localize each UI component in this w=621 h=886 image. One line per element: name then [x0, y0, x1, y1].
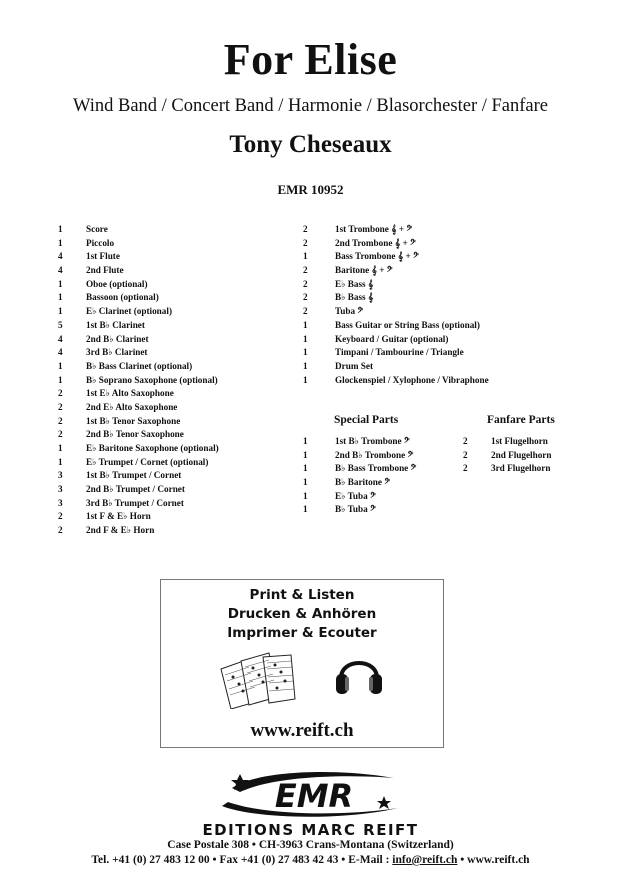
publisher-address: Case Postale 308 • CH-3963 Crans-Montana (Switzerland) — [167, 839, 454, 851]
part-name: 2nd Trombone 𝄞 + 𝄢 — [335, 237, 416, 248]
part-quantity: 1 — [58, 237, 63, 248]
part-row — [58, 469, 298, 483]
part-name: 1st Flute — [86, 251, 120, 262]
emr-logo-text: EMR — [274, 777, 354, 815]
part-quantity: 1 — [58, 374, 63, 385]
website-link[interactable]: www.reift.ch — [250, 720, 354, 741]
part-row — [58, 333, 298, 347]
part-row — [58, 387, 298, 401]
part-row — [58, 497, 298, 511]
part-row — [58, 278, 298, 292]
part-quantity: 2 — [303, 237, 308, 248]
part-name: 2nd B♭ Trombone 𝄢 — [335, 449, 414, 460]
part-name: Glockenspiel / Xylophone / Vibraphone — [335, 374, 489, 385]
promo-line-print-listen: Print & Listen — [249, 587, 355, 603]
part-row — [303, 223, 563, 237]
part-quantity: 2 — [303, 265, 308, 276]
part-quantity: 1 — [303, 360, 308, 371]
part-name: Bass Guitar or String Bass (optional) — [335, 319, 480, 330]
part-row — [58, 374, 298, 388]
part-quantity: 2 — [58, 525, 63, 536]
part-quantity: 2 — [58, 511, 63, 522]
part-name: Bass Trombone 𝄞 + 𝄢 — [335, 251, 419, 262]
part-row — [303, 346, 563, 360]
part-quantity: 3 — [58, 484, 63, 495]
page-title: For Elise — [223, 35, 398, 84]
part-name: E♭ Tuba 𝄢 — [335, 490, 376, 501]
part-name: 1st B♭ Trumpet / Cornet — [86, 470, 182, 481]
part-name: B♭ Bass 𝄞 — [335, 292, 374, 303]
music-sheets-icon — [219, 651, 297, 709]
email-link[interactable]: info@reift.ch — [392, 854, 458, 866]
part-row — [58, 360, 298, 374]
part-quantity: 1 — [303, 347, 308, 358]
fanfare-parts-heading: Fanfare Parts — [487, 414, 555, 426]
part-quantity: 2 — [463, 436, 468, 446]
part-name: B♭ Baritone 𝄢 — [335, 477, 391, 488]
publisher-name: EDITIONS MARC REIFT — [202, 821, 419, 839]
part-name: Tuba 𝄢 — [335, 306, 364, 317]
part-name: 1st B♭ Tenor Saxophone — [86, 415, 181, 426]
special-parts-list — [303, 435, 463, 517]
part-quantity: 1 — [58, 443, 63, 453]
part-quantity: 5 — [58, 319, 63, 330]
part-name: 3rd Flugelhorn — [491, 463, 551, 474]
part-name: E♭ Trumpet / Cornet (optional) — [86, 456, 209, 467]
part-row — [303, 360, 563, 374]
part-quantity: 1 — [58, 224, 63, 234]
part-quantity: 2 — [58, 429, 63, 440]
part-name: 2nd Flute — [86, 265, 124, 276]
part-quantity: 1 — [303, 319, 308, 330]
part-quantity: 2 — [463, 449, 468, 460]
part-name: 1st B♭ Trombone 𝄢 — [335, 436, 410, 446]
part-row — [303, 476, 463, 490]
part-row — [303, 278, 563, 292]
part-name: Drum Set — [335, 360, 374, 371]
part-name: 2nd F & E♭ Horn — [86, 525, 155, 536]
parts-list-right — [303, 223, 563, 387]
part-quantity: 1 — [303, 436, 308, 446]
part-name: 3rd B♭ Trumpet / Cornet — [86, 497, 184, 508]
part-row — [303, 333, 563, 347]
part-name: Oboe (optional) — [86, 278, 148, 289]
part-quantity: 1 — [58, 360, 63, 371]
print-listen-box — [160, 579, 444, 748]
part-name: B♭ Soprano Saxophone (optional) — [86, 374, 218, 385]
contact-phone-fax: Tel. +41 (0) 27 483 12 00 • Fax +41 (0) 27 483 42 43 • E-Mail : — [91, 854, 393, 866]
part-row — [303, 462, 463, 476]
part-quantity: 2 — [303, 292, 308, 303]
part-quantity: 1 — [303, 374, 308, 385]
part-quantity: 2 — [58, 388, 63, 399]
part-quantity: 1 — [303, 463, 308, 474]
part-row — [58, 305, 298, 319]
part-quantity: 2 — [58, 415, 63, 426]
part-name: 1st Flugelhorn — [491, 436, 548, 446]
part-row — [58, 510, 298, 524]
part-name: E♭ Bass 𝄞 — [335, 278, 374, 289]
special-parts-heading: Special Parts — [334, 414, 399, 426]
part-row — [303, 319, 563, 333]
part-quantity: 1 — [303, 449, 308, 460]
part-quantity: 1 — [58, 292, 63, 303]
part-row — [303, 264, 563, 278]
part-quantity: 1 — [303, 251, 308, 262]
catalog-number: EMR 10952 — [277, 182, 344, 197]
part-quantity: 2 — [58, 401, 63, 412]
part-row — [58, 483, 298, 497]
headphones-icon — [333, 648, 385, 698]
part-row — [58, 442, 298, 456]
part-row — [58, 250, 298, 264]
part-row — [58, 415, 298, 429]
part-name: 2nd B♭ Tenor Saxophone — [86, 429, 184, 440]
part-row — [303, 250, 563, 264]
fanfare-parts-list — [463, 435, 593, 476]
part-name: 1st F & E♭ Horn — [86, 511, 151, 522]
part-quantity: 1 — [303, 477, 308, 488]
promo-line-imprimer: Imprimer & Ecouter — [227, 625, 377, 641]
part-name: 1st E♭ Alto Saxophone — [86, 388, 174, 399]
part-row — [303, 490, 463, 504]
part-quantity: 3 — [58, 497, 63, 508]
part-quantity: 1 — [58, 278, 63, 289]
part-name: 1st Trombone 𝄞 + 𝄢 — [335, 224, 413, 234]
part-name: 3rd B♭ Clarinet — [86, 347, 148, 358]
part-quantity: 1 — [303, 333, 308, 344]
part-row — [58, 456, 298, 470]
contact-website[interactable]: • www.reift.ch — [457, 854, 530, 866]
part-row — [303, 374, 563, 388]
part-name: Score — [86, 224, 108, 234]
ensemble-subtitle: Wind Band / Concert Band / Harmonie / Blasorchester / Fanfare — [73, 96, 548, 116]
part-quantity: 4 — [58, 251, 63, 262]
part-quantity: 3 — [58, 470, 63, 481]
promo-line-drucken: Drucken & Anhören — [227, 606, 377, 622]
part-name: 2nd E♭ Alto Saxophone — [86, 401, 178, 412]
part-quantity: 2 — [303, 306, 308, 317]
part-quantity: 2 — [463, 463, 468, 474]
emr-logo — [218, 768, 404, 820]
part-row — [303, 449, 463, 463]
part-name: B♭ Tuba 𝄢 — [335, 504, 376, 515]
part-name: 1st B♭ Clarinet — [86, 319, 145, 330]
part-row — [303, 503, 463, 517]
part-name: Baritone 𝄞 + 𝄢 — [335, 265, 393, 276]
part-row — [58, 291, 298, 305]
part-quantity: 1 — [58, 456, 63, 467]
part-quantity: 4 — [58, 347, 63, 358]
part-row — [58, 346, 298, 360]
part-row — [463, 435, 593, 449]
part-row — [303, 435, 463, 449]
part-name: E♭ Clarinet (optional) — [86, 306, 172, 317]
part-row — [58, 223, 298, 237]
part-row — [58, 401, 298, 415]
part-row — [463, 462, 593, 476]
publisher-contact — [0, 854, 621, 866]
part-row — [58, 524, 298, 538]
part-name: Keyboard / Guitar (optional) — [335, 333, 449, 344]
part-quantity: 2 — [303, 224, 308, 234]
part-name: Bassoon (optional) — [86, 292, 159, 303]
part-quantity: 2 — [303, 278, 308, 289]
part-quantity: 1 — [58, 306, 63, 317]
part-quantity: 4 — [58, 333, 63, 344]
part-name: 2nd B♭ Trumpet / Cornet — [86, 484, 185, 495]
part-row — [58, 319, 298, 333]
part-name: Piccolo — [86, 237, 115, 248]
part-name: B♭ Bass Trombone 𝄢 — [335, 463, 417, 474]
part-name: B♭ Bass Clarinet (optional) — [86, 360, 193, 371]
part-row — [463, 449, 593, 463]
part-quantity: 1 — [303, 490, 308, 501]
part-row — [303, 291, 563, 305]
part-name: 2nd Flugelhorn — [491, 449, 552, 460]
part-name: 2nd B♭ Clarinet — [86, 333, 149, 344]
part-row — [303, 237, 563, 251]
part-name: Timpani / Tambourine / Triangle — [335, 347, 464, 358]
parts-list-left — [58, 223, 298, 538]
part-row — [58, 428, 298, 442]
composer-name: Tony Cheseaux — [229, 131, 392, 158]
part-name: E♭ Baritone Saxophone (optional) — [86, 443, 219, 453]
part-quantity: 4 — [58, 265, 63, 276]
part-row — [58, 237, 298, 251]
part-row — [303, 305, 563, 319]
part-quantity: 1 — [303, 504, 308, 515]
part-row — [58, 264, 298, 278]
